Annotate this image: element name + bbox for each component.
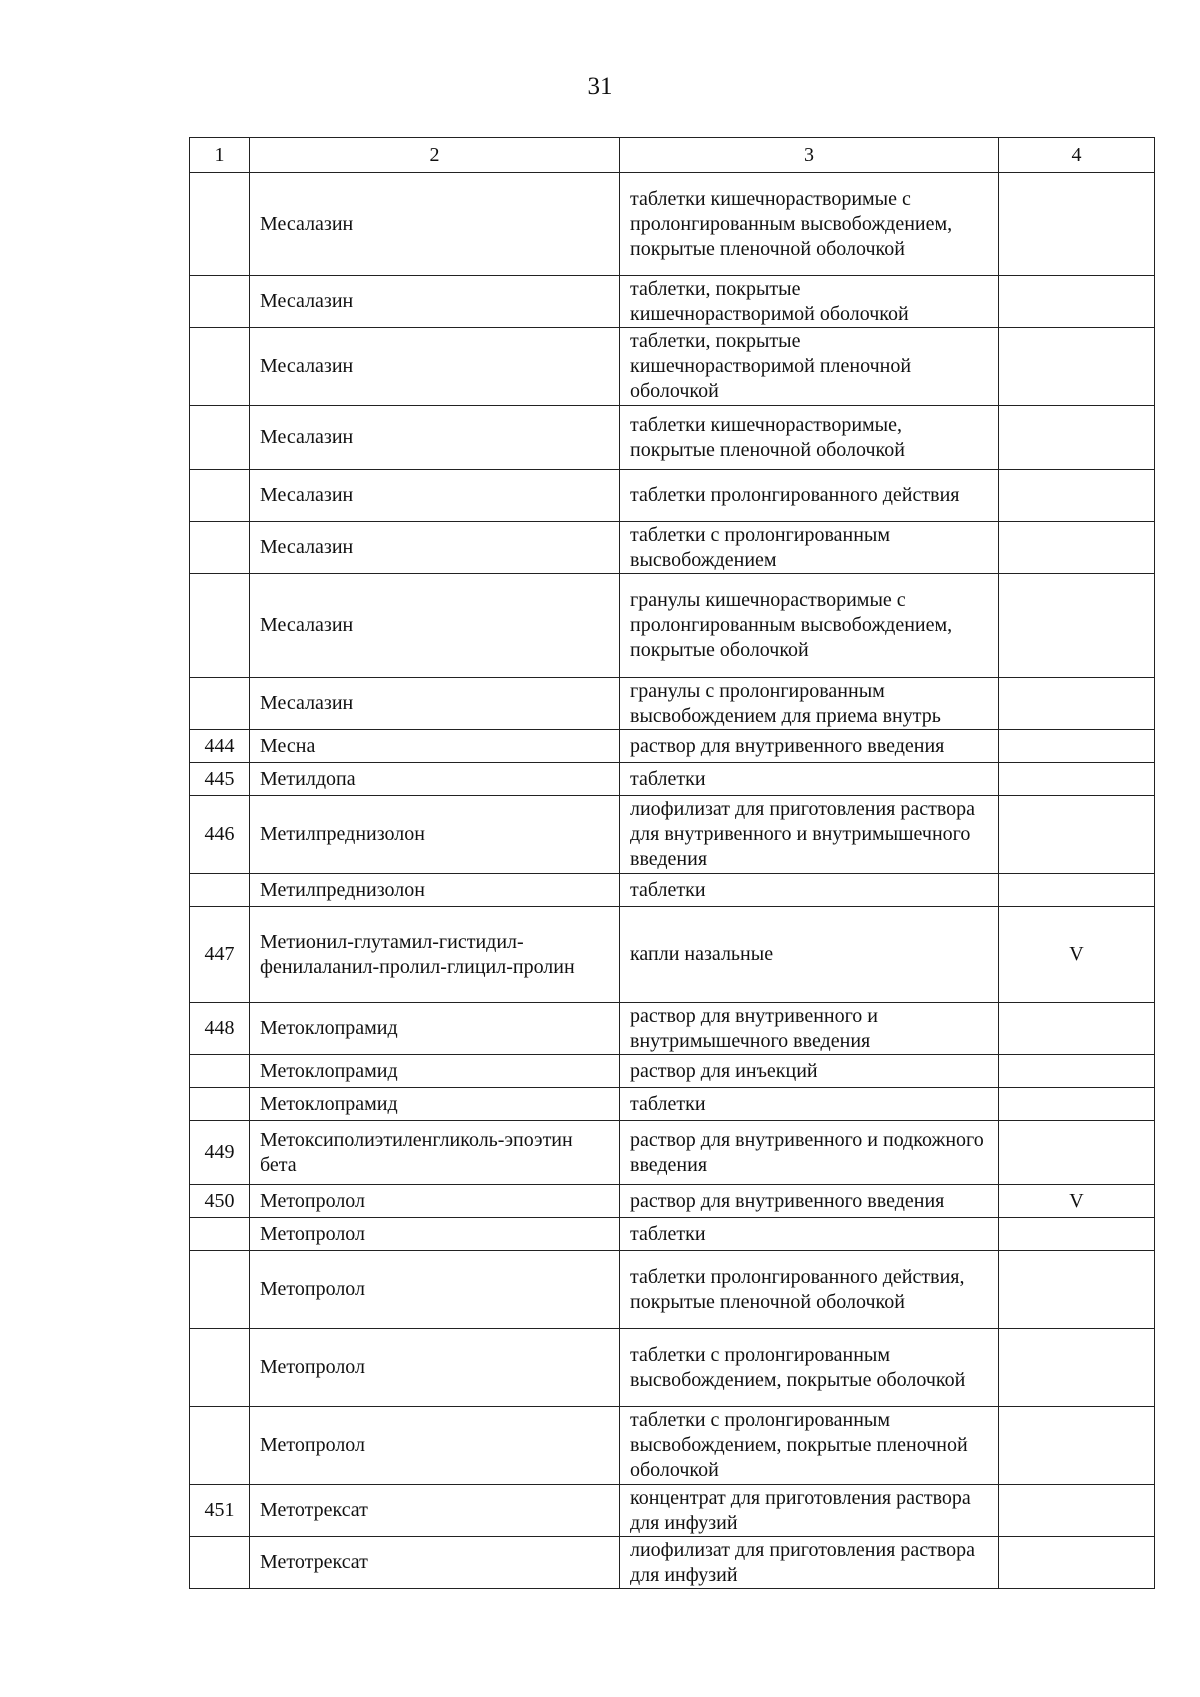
drug-name-cell: Метилпреднизолон	[250, 796, 620, 874]
row-number-cell	[190, 470, 250, 522]
row-number-cell	[190, 1055, 250, 1088]
mark-cell	[999, 1003, 1155, 1055]
dosage-form-cell: таблетки с пролонгированным высвобождением	[620, 522, 999, 574]
row-number-cell	[190, 1218, 250, 1251]
mark-cell	[999, 678, 1155, 730]
row-number-cell	[190, 173, 250, 276]
drug-name-cell: Метопролол	[250, 1407, 620, 1485]
dosage-form-cell: концентрат для приготовления раствора для инфузий	[620, 1485, 999, 1537]
dosage-form-cell: таблетки	[620, 874, 999, 907]
table-row	[190, 796, 1155, 874]
drug-name-cell: Метоклопрамид	[250, 1088, 620, 1121]
mark-cell	[999, 1485, 1155, 1537]
mark-cell	[999, 1121, 1155, 1185]
row-number-cell	[190, 1088, 250, 1121]
table-header-row	[190, 138, 1155, 173]
mark-cell	[999, 1055, 1155, 1088]
row-number-cell: 448	[190, 1003, 250, 1055]
drug-name-cell: Метопролол	[250, 1329, 620, 1407]
mark-cell	[999, 1088, 1155, 1121]
mark-cell: V	[999, 1185, 1155, 1218]
dosage-form-cell: таблетки с пролонгированным высвобождением, покрытые пленочной оболочкой	[620, 1407, 999, 1485]
row-number-cell	[190, 678, 250, 730]
row-number-cell: 446	[190, 796, 250, 874]
table-row	[190, 328, 1155, 406]
mark-cell	[999, 796, 1155, 874]
dosage-form-cell: таблетки	[620, 763, 999, 796]
dosage-form-cell: гранулы кишечнорастворимые с пролонгированным высвобождением, покрытые оболочкой	[620, 574, 999, 678]
drug-name-cell: Метопролол	[250, 1185, 620, 1218]
drug-name-cell: Месалазин	[250, 276, 620, 328]
table-row	[190, 1185, 1155, 1218]
row-number-cell: 444	[190, 730, 250, 763]
mark-cell	[999, 1537, 1155, 1589]
dosage-form-cell: таблетки пролонгированного действия, покрытые пленочной оболочкой	[620, 1251, 999, 1329]
mark-cell	[999, 1329, 1155, 1407]
row-number-cell: 451	[190, 1485, 250, 1537]
dosage-form-cell: капли назальные	[620, 907, 999, 1003]
mark-cell	[999, 522, 1155, 574]
row-number-cell	[190, 1329, 250, 1407]
table-row	[190, 173, 1155, 276]
drug-name-cell: Месалазин	[250, 522, 620, 574]
drug-name-cell: Метопролол	[250, 1218, 620, 1251]
table-row	[190, 874, 1155, 907]
dosage-form-cell: таблетки кишечнорастворимые с пролонгированным высвобождением, покрытые пленочной оболочкой	[620, 173, 999, 276]
mark-cell	[999, 173, 1155, 276]
drug-name-cell: Метилдопа	[250, 763, 620, 796]
column-header: 2	[250, 138, 620, 173]
dosage-form-cell: раствор для инъекций	[620, 1055, 999, 1088]
row-number-cell: 449	[190, 1121, 250, 1185]
column-header: 4	[999, 138, 1155, 173]
drug-name-cell: Месалазин	[250, 406, 620, 470]
drug-name-cell: Метоклопрамид	[250, 1003, 620, 1055]
row-number-cell	[190, 874, 250, 907]
dosage-form-cell: таблетки, покрытые кишечнорастворимой пленочной оболочкой	[620, 328, 999, 406]
mark-cell	[999, 406, 1155, 470]
row-number-cell: 450	[190, 1185, 250, 1218]
table-row	[190, 574, 1155, 678]
row-number-cell: 447	[190, 907, 250, 1003]
mark-cell	[999, 1407, 1155, 1485]
table-row	[190, 730, 1155, 763]
table-row	[190, 1407, 1155, 1485]
table-row	[190, 1537, 1155, 1589]
mark-cell	[999, 763, 1155, 796]
dosage-form-cell: раствор для внутривенного введения	[620, 730, 999, 763]
dosage-form-cell: таблетки кишечнорастворимые, покрытые пленочной оболочкой	[620, 406, 999, 470]
table-body	[190, 173, 1155, 1589]
dosage-form-cell: раствор для внутривенного и подкожного введения	[620, 1121, 999, 1185]
drug-name-cell: Месна	[250, 730, 620, 763]
row-number-cell	[190, 574, 250, 678]
drug-name-cell: Метоксиполиэтиленгликоль-эпоэтин бета	[250, 1121, 620, 1185]
dosage-form-cell: таблетки, покрытые кишечнорастворимой оболочкой	[620, 276, 999, 328]
row-number-cell	[190, 522, 250, 574]
dosage-form-cell: раствор для внутривенного введения	[620, 1185, 999, 1218]
table-row	[190, 1251, 1155, 1329]
drug-name-cell: Месалазин	[250, 328, 620, 406]
table-row	[190, 1218, 1155, 1251]
table-row	[190, 1121, 1155, 1185]
table-row	[190, 406, 1155, 470]
dosage-form-cell: таблетки с пролонгированным высвобождением, покрытые оболочкой	[620, 1329, 999, 1407]
row-number-cell	[190, 1251, 250, 1329]
table-row	[190, 1003, 1155, 1055]
table-row	[190, 470, 1155, 522]
mark-cell	[999, 874, 1155, 907]
page-number: 31	[587, 73, 613, 100]
row-number-cell	[190, 1537, 250, 1589]
dosage-form-cell: лиофилизат для приготовления раствора для внутривенного и внутримышечного введения	[620, 796, 999, 874]
mark-cell	[999, 730, 1155, 763]
dosage-form-cell: таблетки пролонгированного действия	[620, 470, 999, 522]
mark-cell	[999, 328, 1155, 406]
drug-name-cell: Метилпреднизолон	[250, 874, 620, 907]
dosage-form-cell: таблетки	[620, 1218, 999, 1251]
drug-name-cell: Метионил-глутамил-гистидил-фенилаланил-пролил-глицил-пролин	[250, 907, 620, 1003]
mark-cell	[999, 276, 1155, 328]
dosage-form-cell: таблетки	[620, 1088, 999, 1121]
row-number-cell	[190, 406, 250, 470]
drug-name-cell: Метопролол	[250, 1251, 620, 1329]
mark-cell: V	[999, 907, 1155, 1003]
column-header: 1	[190, 138, 250, 173]
table-row	[190, 763, 1155, 796]
table-row	[190, 1485, 1155, 1537]
row-number-cell	[190, 276, 250, 328]
drug-name-cell: Метотрексат	[250, 1485, 620, 1537]
drug-name-cell: Месалазин	[250, 574, 620, 678]
drug-name-cell: Месалазин	[250, 470, 620, 522]
table-row	[190, 678, 1155, 730]
table-row	[190, 907, 1155, 1003]
dosage-form-cell: гранулы с пролонгированным высвобождением для приема внутрь	[620, 678, 999, 730]
table-row	[190, 1088, 1155, 1121]
dosage-form-cell: раствор для внутривенного и внутримышечного введения	[620, 1003, 999, 1055]
mark-cell	[999, 574, 1155, 678]
row-number-cell	[190, 328, 250, 406]
drug-table	[189, 137, 1155, 1589]
drug-name-cell: Метоклопрамид	[250, 1055, 620, 1088]
table-row	[190, 522, 1155, 574]
row-number-cell	[190, 1407, 250, 1485]
drug-name-cell: Месалазин	[250, 173, 620, 276]
table-row	[190, 276, 1155, 328]
dosage-form-cell: лиофилизат для приготовления раствора для инфузий	[620, 1537, 999, 1589]
drug-name-cell: Метотрексат	[250, 1537, 620, 1589]
table-row	[190, 1055, 1155, 1088]
mark-cell	[999, 1218, 1155, 1251]
column-header: 3	[620, 138, 999, 173]
table-row	[190, 1329, 1155, 1407]
mark-cell	[999, 470, 1155, 522]
drug-name-cell: Месалазин	[250, 678, 620, 730]
row-number-cell: 445	[190, 763, 250, 796]
mark-cell	[999, 1251, 1155, 1329]
